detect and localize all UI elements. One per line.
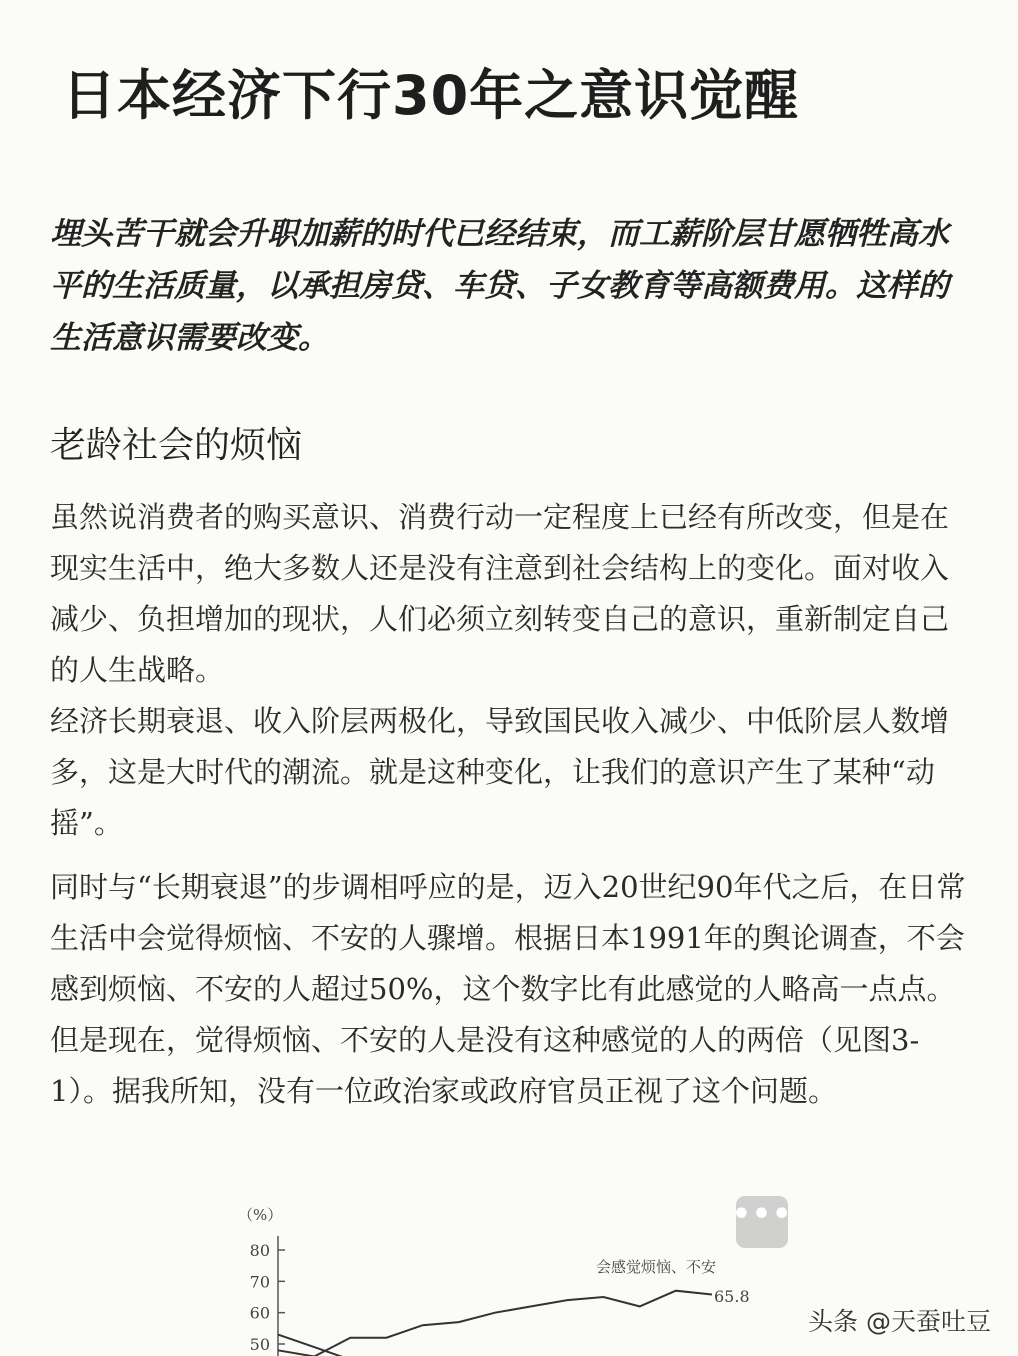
series-worry-line (278, 1291, 712, 1356)
article-lead: 埋头苦干就会升职加薪的时代已经结束，而工薪阶层甘愿牺牲高水平的生活质量，以承担房贷、车贷、子女教育等高额费用。这样的生活意识需要改变。 (50, 216, 949, 356)
paragraph-2: 同时与“长期衰退”的步调相呼应的是，迈入20世纪90年代之后，在日常生活中会觉得烦恼、不安的人骤增。根据日本1991年的舆论调查，不会感到烦恼、不安的人超过50%，这个数字比有此感觉的人略高一点点。但是现在，觉得烦恼、不安的人是没有这种感觉的人的两倍（见图3-1）。据我所知，没有一位政治家或政府官员正视了这个问题。 (50, 870, 966, 1108)
y-ticks (250, 1241, 285, 1354)
paragraph-1 (50, 492, 970, 849)
section-heading: 老龄社会的烦恼 (50, 425, 303, 466)
y-tick-label: 60 (249, 1303, 270, 1323)
y-unit-label: （%） (238, 1206, 283, 1224)
y-tick-label: 70 (249, 1272, 270, 1292)
end-value-label: 65.8 (714, 1287, 750, 1306)
y-tick-label: 80 (249, 1241, 270, 1260)
watermark: 头条 @天蚕吐豆 (808, 1307, 991, 1336)
more-dots-icon: ••• (731, 1196, 793, 1232)
series-worry-label: 会感觉烦恼、不安 (596, 1258, 717, 1276)
paragraph-1-part: 虽然说消费者的购买意识、消费行动一定程度上已经有所改变，但是在现实生活中，绝大多数人还是没有注意到社会结构上的变化。面对收入减少、负担增加的现状，人们必须立刻转变自己的意识，重新制定自己的人生战略。 (50, 500, 950, 687)
paragraph-1-part: 经济长期衰退、收入阶层两极化，导致国民收入减少、中低阶层人数增多，这是大时代的潮流。就是这种变化，让我们的意识产生了某种“动摇”。 (50, 704, 950, 840)
y-tick-label: 50 (249, 1335, 270, 1354)
more-options-button[interactable] (731, 1196, 793, 1248)
article-title: 日本经济下行30年之意识觉醒 (62, 64, 800, 127)
series-no-worry-line (278, 1335, 712, 1356)
